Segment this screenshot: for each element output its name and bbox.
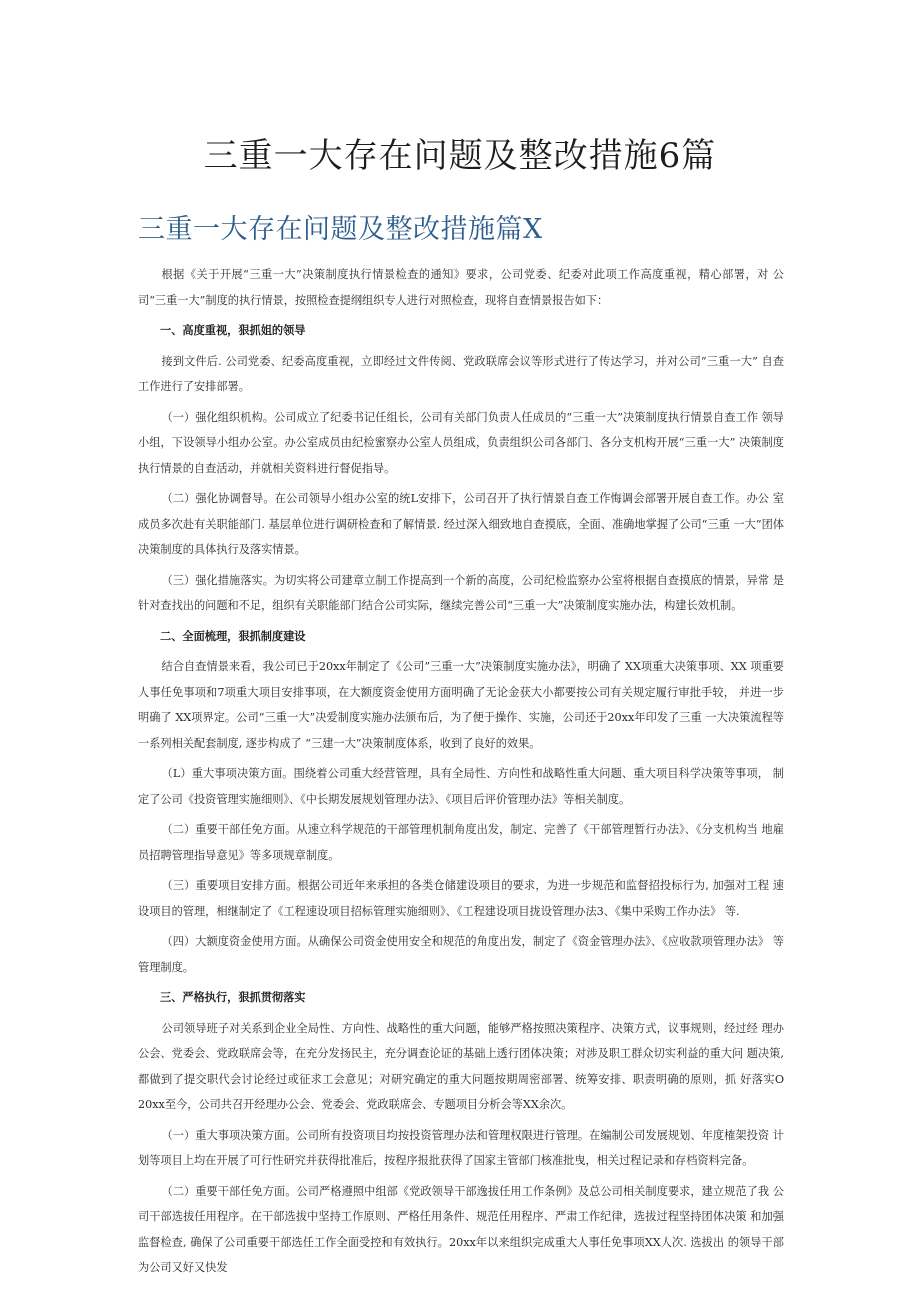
paragraph: （一）强化组织机构。公司成立了纪委书记任组长，公司有关部门负责人任成员的“三重一大”决策制度执行情景自查工作 领导小组，下设领导小组办公室。办公室成员由纪检蜜察办公室人员组成，负责组织公司各部门、各分支机构开展“三重一大” 决策制度执行情景的自查活动，并就相关资料进行督促指导。 [138, 410, 784, 475]
paragraph: （二）重要干部任免方面。公司严格遵照中组部《党政领导干部逸拔任用工作条例》及总公司相关制度要求，建立规范了我 公司干部选拔任用程序。在干部选拔中坚持工作原则、严格任用条件、规范任用程序、严肃工作纪律，选拔过程坚持团体决策 和加强监督检查, 确保了公司重要干部选任工作全面受控和有效执行。20xx年以来组织完成重大人事任免事项XX人次. 选拔出 的领导干部为公司又好又快发 [138, 1184, 784, 1274]
paragraph: 公司领导班子对关系到企业全局性、方向性、战略性的重大问题，能够严格按照决策程序、决策方式，议事规则，经过经 理办公会、党委会、党政联席会等，在充分发扬民主，充分调查论证的基础上透行团体决策；对涉及职工群众切实利益的重大问 题决策, 都做到了提交职代会讨论经过或征求工会意见；对研究确定的重大问题按期周密部署、统筹安排、职责明确的原则，抓 好落实O 20xx至今，公司共召开经理办公会、党委会、党政联席会、专题项目分析会等XX余次。 [138, 1021, 784, 1111]
paragraph: （三）强化措施落实。为切实将公司建章立制工作提高到一个新的高度，公司纪检监察办公室将根据自查摸底的情景，异常 是针对查找出的问题和不足，组织有关职能部门结合公司实际，继续完善公司“三重一大”决策制度实施办法，构建长效机制。 [138, 573, 784, 612]
paragraph: 接到文件后. 公司党委、纪委高度重视，立即经过文件传阅、党政联席会议等形式进行了传达学习，并对公司“三重一大” 自查工作进行了安排部署。 [138, 354, 784, 393]
section-heading: 一、高度重视，狠抓姐的领导 [160, 324, 306, 337]
paragraph: （一）重大事项决策方面。公司所有投资项目均按投资管理办法和管理权限进行管理。在编制公司发展规划、年度榷架投资 计划等项目上均在开展了可行性研究并获得批准后，按程序报批获得了国家主管部门核准批曳，相关过程记录和存档资料完备。 [138, 1128, 784, 1167]
paragraph: 根据《关于开展“三重一大”决策制度执行情景检查的通知》要求，公司党委、纪委对此项工作高度重视，精心部署，对 公司“三重一大”制度的执行情景，按照检查提纲组织专人进行对照检查，现将自查情景报告如下： [138, 268, 784, 307]
section-title: 三重一大存在问题及整改措施篇X [138, 214, 543, 245]
document-body [138, 262, 784, 1286]
paragraph: （L）重大事项决策方面。围绕着公司重大经营管理，具有全局性、方向性和战略性重大问题、重大项目科学决策等事项， 制定了公司《投资管理实施细则》、《中长期发展规划管理办法》、《项目后评价管理办法》等相关制度。 [138, 767, 784, 806]
paragraph: （三）重要项目安排方面。根据公司近年来承担的各类仓储建设项目的要求，为进一步规范和监督招投标行为, 加强对工程 速设项目的管理，相继制定了《工程速设项目招标管理实施细则》、《工程建设项目拢设管理办法3、《集中采购工作办法》 等. [138, 879, 784, 918]
paragraph: （四）大额度资金使用方面。从确保公司资金使用安全和规范的角度出发，制定了《资金管理办法》、《应收款项管理办法》 等管理制度。 [138, 935, 784, 974]
paragraph: 结合自查情景来看，我公司已于20xx年制定了《公司”三重一大”决策制度实施办法》，明确了 XX项重大决策事项、XX 项重要人事任免事项和7项重大项目安排事项，在大额度资金使用方面明确了无论金获大小都要按公司有关规定履行审批手较， 并进一步明确了 XX项界定。公司“三重一大”决爱制度实施办法颁布后，为了便于操作、实施，公司还于20xx年印发了三重 一大决策流程等一系列相关配套制度, 逐步构成了 “三建一大”决策制度体系，收到了良好的效果。 [138, 660, 784, 750]
section-heading: 三、严格执行，狠抓贯彻落实 [160, 991, 306, 1004]
section-heading: 二、全面梳理，狠抓制度建设 [160, 629, 306, 643]
document-title: 三重一大存在问题及整改措施6篇 [203, 136, 717, 176]
paragraph: （二）重要干部任免方面。从速立科学规范的干部管理机制角度出发，制定、完善了《干部管理暂行办法》、《分支机构当 地雇员招聘管理指导意见》等多项规章制度。 [138, 823, 784, 862]
paragraph: （二）强化协调督导。在公司领导小组办公室的统L安排下，公司召开了执行情景自查工作悔调会部署开展自查工作。办公 室成员多次赴有关职能部门. 基层单位进行调研检查和了解情景. 经过深入细致地自查摸底，全面、准确地掌握了公司“三重 一大”团体决策制度的具体执行及落实情景。 [138, 492, 784, 556]
